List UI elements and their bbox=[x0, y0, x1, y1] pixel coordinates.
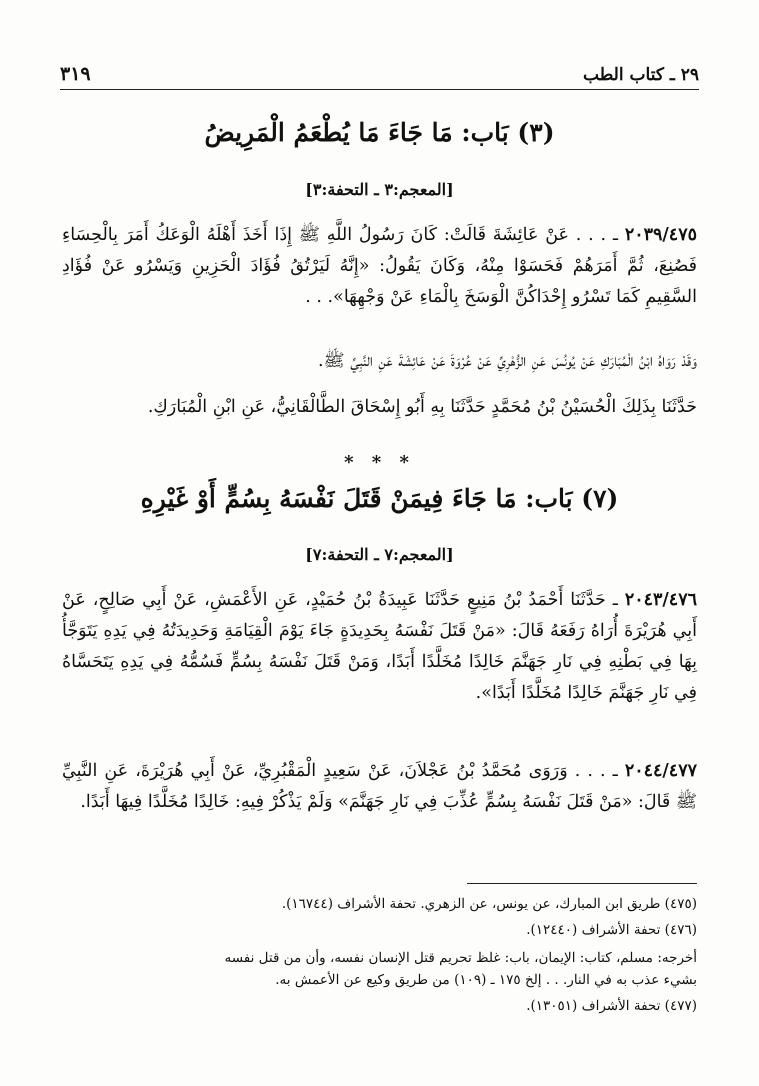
chapter-title-3: (٣) بَاب: مَا جَاءَ مَا يُطْعَمُ الْمَرِيضُ bbox=[204, 118, 555, 147]
footnote-477: (٤٧٧) تحفة الأشراف (١٣٠٥١). bbox=[526, 998, 697, 1014]
hadith-text: ـ . . . وَرَوَى مُحَمَّدُ بْنُ عَجْلاَنَ، عَنْ سَعِيدٍ الْمَقْبُرِيِّ، عَنْ أَبِي هُرَيْرَةَ، عَنِ النَّبِيِّ ﷺ قَالَ: «مَنْ قَتَلَ نَفْسَهُ بِسُمٍّ عُذِّبَ فِي نَارِ جَهَنَّمَ» وَلَمْ يَذْكُرْ فِيهِ: خَالِدًا مُخَلَّدًا فِيهَا أَبَدًا. bbox=[62, 761, 697, 812]
chapter-ref-7: [المعجم:٧ ـ التحفة:٧] bbox=[305, 545, 454, 564]
narration-chain: حَدَّثَنَا بِذَلِكَ الْحُسَيْنُ بْنُ مُحَمَّدٍ حَدَّثَنَا بِهِ أَبُو إِسْحَاقَ الطَّالْقَانِيُّ، عَنِ ابْنِ الْمُبَارَكِ. bbox=[147, 397, 697, 417]
hadith-476 bbox=[62, 585, 697, 709]
page-number: ٣١٩ bbox=[60, 63, 91, 85]
hadith-number: ٢٠٤٤/٤٧٧ bbox=[624, 761, 697, 781]
section-separator: * * * bbox=[344, 452, 415, 473]
page-header bbox=[60, 58, 699, 90]
footnote-476-takhrij bbox=[62, 947, 697, 991]
hadith-number: ٢٠٣٩/٤٧٥ bbox=[624, 225, 697, 245]
footnote-475: (٤٧٥) طريق ابن المبارك، عن يونس، عن الزهري. تحفة الأشراف (١٦٧٤٤). bbox=[281, 896, 697, 912]
footnote-divider bbox=[467, 883, 697, 884]
footnote-line: بشيء عذب به في النار. . . إلخ ١٧٥ ـ (١٠٩) من طريق وكيع عن الأعمش به. bbox=[275, 972, 697, 988]
narration-note: وَقَدْ رَوَاهُ ابْنُ الْمُبَارَكِ عَنْ يُونُسَ عَنِ الزُّهْرِيِّ عَنْ عُرْوَةَ عَنْ عَائِشَةَ عَنِ النَّبِيِّ ﷺ. bbox=[317, 351, 697, 371]
hadith-number: ٢٠٤٣/٤٧٦ bbox=[624, 590, 697, 610]
hadith-text: ـ حَدَّثَنَا أَحْمَدُ بْنُ مَنِيعٍ حَدَّثَنَا عَبِيدَةُ بْنُ حُمَيْدٍ، عَنِ الأَعْمَشِ، عَنْ أَبِي صَالِحٍ، عَنْ أَبِي هُرَيْرَةَ أُرَاهُ رَفَعَهُ قَالَ: «مَنْ قَتَلَ نَفْسَهُ بِحَدِيدَةٍ جَاءَ يَوْمَ الْقِيَامَةِ وَحَدِيدَتُهُ فِي يَدِهِ يَتَوَجَّأُ بِهَا فِي بَطْنِهِ فِي نَارِ جَهَنَّمَ خَالِدًا مُخَلَّدًا أَبَدًا، وَمَنْ قَتَلَ نَفْسَهُ بِسُمٍّ فَسُمُّهُ فِي يَدِهِ يَتَحَسَّاهُ فِي نَارِ جَهَنَّمَ خَالِدًا مُخَلَّدًا أَبَدًا». bbox=[62, 590, 697, 703]
chapter-title-7: (٧) بَاب: مَا جَاءَ فِيمَنْ قَتَلَ نَفْسَهُ بِسُمٍّ أَوْ غَيْرِهِ bbox=[140, 484, 619, 513]
running-title: ٢٩ ـ كتاب الطب bbox=[583, 65, 699, 85]
footnote-476: (٤٧٦) تحفة الأشراف (١٢٤٤٠). bbox=[526, 922, 697, 938]
footnotes bbox=[62, 893, 697, 1021]
hadith-477 bbox=[62, 756, 697, 818]
hadith-text: ـ . . . عَنْ عَائِشَةَ قَالَتْ: كَانَ رَسُولُ اللَّهِ ﷺ إِذَا أَخَذَ أَهْلَهُ الْوَعَكُ أَمَرَ بِالْحِسَاءِ فَصُنِعَ، ثُمَّ أَمَرَهُمْ فَحَسَوْا مِنْهُ، وَكَانَ يَقُولُ: «إِنَّهُ لَيَرْتُقُ فُؤَادَ الْحَزِينِ وَيَسْرُو عَنْ فُؤَادِ السَّقِيمِ كَمَا تَسْرُو إِحْدَاكُنَّ الْوَسَخَ بِالْمَاءِ عَنْ وَجْهِهَا». . . bbox=[62, 225, 697, 307]
hadith-475 bbox=[62, 220, 697, 313]
chapter-ref-3: [المعجم:٣ ـ التحفة:٣] bbox=[305, 180, 454, 199]
footnote-line: أخرجه: مسلم، كتاب: الإيمان، باب: غلظ تحريم قتل الإنسان نفسه، وأن من قتل نفسه bbox=[224, 950, 697, 966]
